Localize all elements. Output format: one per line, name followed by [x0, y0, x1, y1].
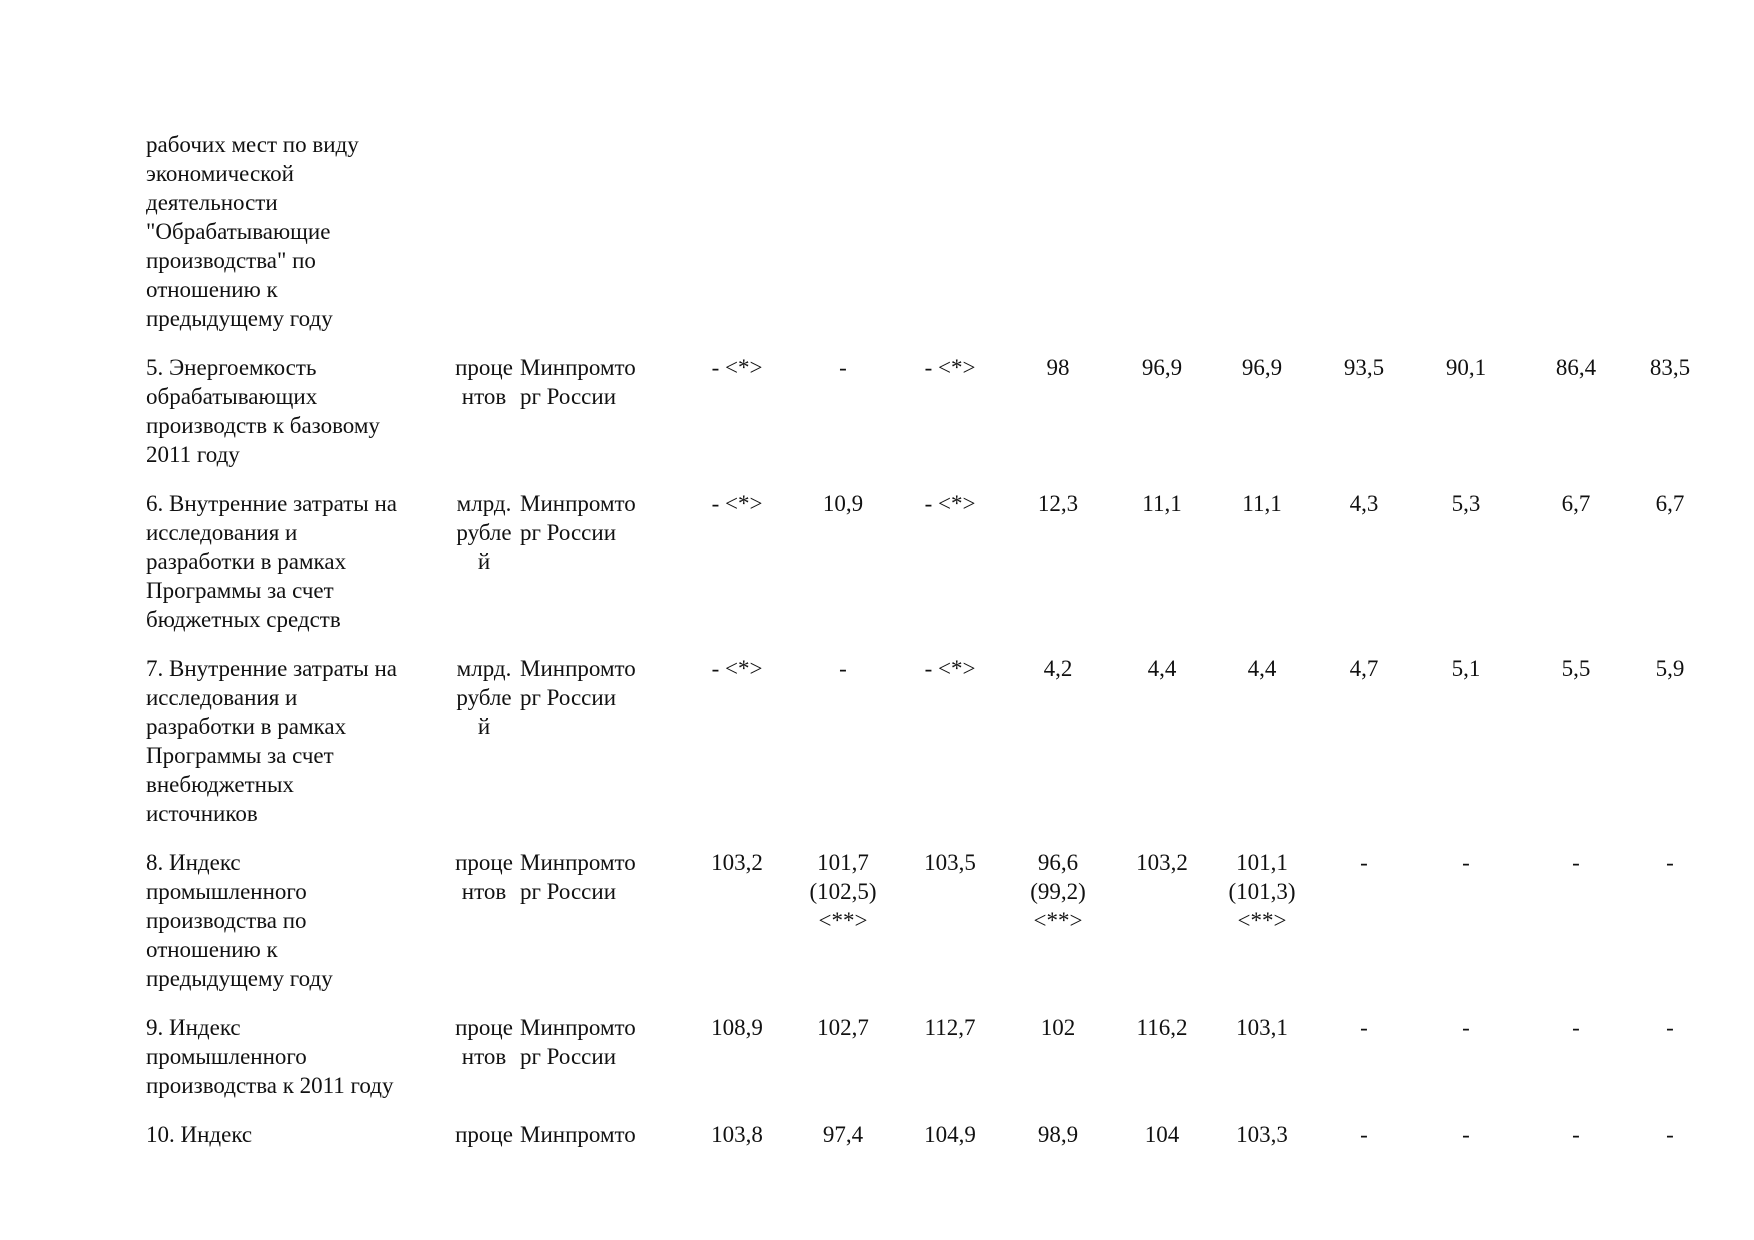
table-row — [146, 848, 1706, 1013]
value-cell: - — [839, 656, 847, 681]
value-cell: 11,1 — [1242, 491, 1282, 516]
unit-cell: проце нтов — [455, 1015, 513, 1069]
value-cell: - — [1572, 1122, 1580, 1147]
value-cell: 12,3 — [1037, 491, 1079, 516]
value-cell: 97,4 — [822, 1122, 864, 1147]
value-cell: 116,2 — [1136, 1015, 1188, 1040]
table-body — [146, 130, 1706, 1169]
indicator-name: 7. Внутренние затраты на исследования и разработки в рамках Программы за счет внебюджетных источников — [146, 656, 397, 826]
value-cell: - <*> — [924, 656, 976, 681]
value-cell: 4,4 — [1247, 656, 1277, 681]
value-cell: 101,7 (102,5) <**> — [809, 850, 877, 933]
value-cell: 4,7 — [1349, 656, 1379, 681]
table-row — [146, 654, 1706, 848]
value-cell: 103,5 — [924, 850, 976, 875]
value-cell: 4,4 — [1147, 656, 1177, 681]
unit-cell: проце нтов — [455, 355, 513, 409]
value-cell: - <*> — [711, 656, 763, 681]
value-cell: - — [1462, 1015, 1470, 1040]
table-row-continued — [146, 130, 1706, 353]
value-cell: - — [1360, 1122, 1368, 1147]
value-cell: - <*> — [711, 491, 763, 516]
value-cell: - — [839, 355, 847, 380]
value-cell: 98,9 — [1037, 1122, 1079, 1147]
indicators-table — [146, 130, 1706, 1169]
value-cell: 90,1 — [1445, 355, 1487, 380]
value-cell: 98 — [1046, 355, 1070, 380]
value-cell: 103,2 — [711, 850, 763, 875]
value-cell: - — [1572, 850, 1580, 875]
indicator-name: 5. Энергоемкость обрабатывающих производств к базовому 2011 году — [146, 355, 380, 467]
value-cell: - — [1462, 850, 1470, 875]
value-cell: 101,1 (101,3) <**> — [1228, 850, 1296, 933]
table-row — [146, 489, 1706, 654]
unit-cell: млрд. рубле й — [456, 656, 512, 739]
value-cell: - <*> — [711, 355, 763, 380]
unit-cell: проце нтов — [455, 850, 513, 904]
value-cell: - — [1360, 1015, 1368, 1040]
responsible-cell: Минпромто рг России — [520, 850, 636, 904]
value-cell: - — [1666, 850, 1674, 875]
value-cell: 104 — [1144, 1122, 1180, 1147]
value-cell: 6,7 — [1655, 491, 1685, 516]
value-cell: - — [1666, 1015, 1674, 1040]
value-cell: 93,5 — [1343, 355, 1385, 380]
value-cell: - — [1360, 850, 1368, 875]
indicator-name: 10. Индекс — [146, 1122, 253, 1147]
value-cell: 96,6 (99,2) <**> — [1030, 850, 1086, 933]
value-cell: 108,9 — [711, 1015, 763, 1040]
value-cell: 96,9 — [1241, 355, 1283, 380]
value-cell: - — [1666, 1122, 1674, 1147]
value-cell: 112,7 — [924, 1015, 976, 1040]
indicator-name: 6. Внутренние затраты на исследования и разработки в рамках Программы за счет бюджетных средств — [146, 491, 397, 632]
value-cell: 6,7 — [1561, 491, 1591, 516]
table-row — [146, 1120, 1706, 1169]
value-cell: 4,2 — [1043, 656, 1073, 681]
value-cell: 86,4 — [1555, 355, 1597, 380]
responsible-cell: Минпромто рг России — [520, 355, 636, 409]
indicator-name: 8. Индекс промышленного производства по отношению к предыдущему году — [146, 850, 333, 991]
value-cell: 102 — [1040, 1015, 1076, 1040]
value-cell: 5,5 — [1561, 656, 1591, 681]
value-cell: - <*> — [924, 491, 976, 516]
unit-cell: млрд. рубле й — [456, 491, 512, 574]
value-cell: 11,1 — [1142, 491, 1182, 516]
value-cell: - — [1572, 1015, 1580, 1040]
value-cell: 10,9 — [822, 491, 864, 516]
responsible-cell: Минпромто рг России — [520, 1015, 636, 1069]
responsible-cell: Минпромто рг России — [520, 656, 636, 710]
indicator-name-continued: рабочих мест по виду экономической деятельности "Обрабатывающие производства" по отношению к предыдущему году — [146, 132, 359, 331]
value-cell: 4,3 — [1349, 491, 1379, 516]
value-cell: 83,5 — [1649, 355, 1691, 380]
value-cell: 103,8 — [711, 1122, 763, 1147]
value-cell: - — [1462, 1122, 1470, 1147]
value-cell: 104,9 — [924, 1122, 976, 1147]
value-cell: 5,3 — [1451, 491, 1481, 516]
value-cell: 103,3 — [1236, 1122, 1288, 1147]
indicator-name: 9. Индекс промышленного производства к 2011 году — [146, 1015, 394, 1098]
value-cell: - <*> — [924, 355, 976, 380]
value-cell: 103,1 — [1236, 1015, 1288, 1040]
value-cell: 5,9 — [1655, 656, 1685, 681]
value-cell: 103,2 — [1136, 850, 1188, 875]
value-cell: 102,7 — [817, 1015, 869, 1040]
responsible-cell: Минпромто рг России — [520, 491, 636, 545]
table-row — [146, 353, 1706, 489]
unit-cell: проце — [455, 1122, 513, 1147]
value-cell: 96,9 — [1141, 355, 1183, 380]
value-cell: 5,1 — [1451, 656, 1481, 681]
table-row — [146, 1013, 1706, 1120]
responsible-cell: Минпромто — [520, 1122, 636, 1147]
